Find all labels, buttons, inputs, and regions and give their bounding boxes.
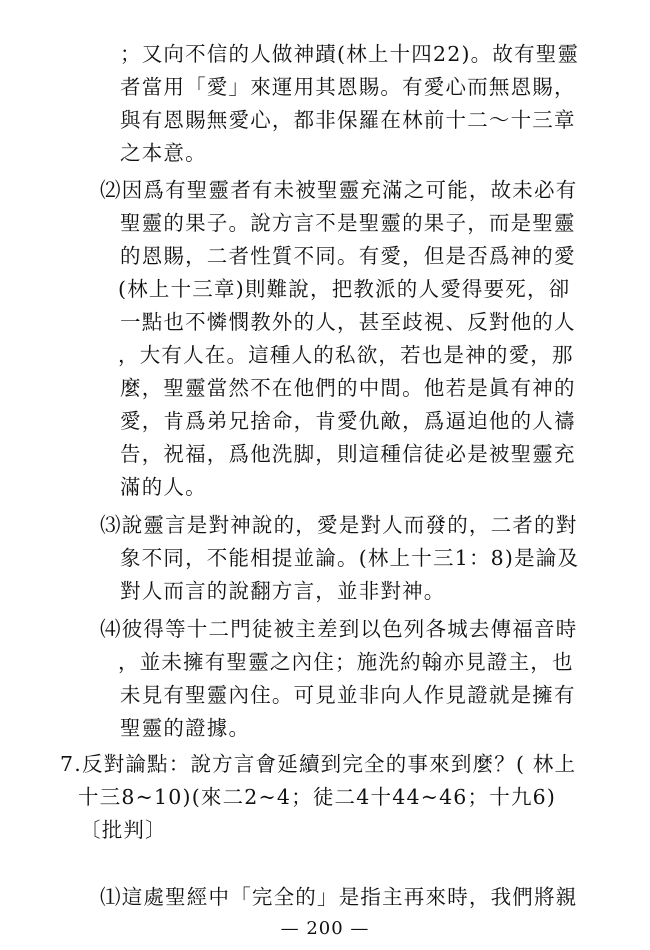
text-line: 十三8~10)(來二2~4；徒二4十44~46；十九6) xyxy=(78,785,557,809)
text-line: 聖靈的證據。 xyxy=(120,716,251,740)
text-line: 之本意。 xyxy=(120,141,207,165)
text-line: ；又向不信的人做神蹟(林上十四22)。故有聖靈 xyxy=(120,42,580,66)
text-line: 麼，聖靈當然不在他們的中間。他若是眞有神的 xyxy=(120,376,576,400)
list-item-3: ⑶說靈言是對神說的，愛是對人而發的，二者的對 xyxy=(100,513,578,537)
text-line: 對人而言的說翻方言，並非對神。 xyxy=(120,579,446,603)
list-item-4: ⑷彼得等十二門徒被主差到以色列各城去傳福音時 xyxy=(100,617,578,641)
text-line: 者當用「愛」來運用其恩賜。有愛心而無恩賜， xyxy=(120,75,576,99)
text-line: 未見有聖靈內住。可見並非向人作見證就是擁有 xyxy=(120,683,576,707)
text-line: 的恩賜，二者性質不同。有愛，但是否爲神的愛 xyxy=(120,244,576,268)
section-heading-7: 7.反對論點：說方言會延續到完全的事來到麼？( 林上 xyxy=(60,752,577,776)
text-line: 滿的人。 xyxy=(120,475,207,499)
list-item-2: ⑵因爲有聖靈者有未被聖靈充滿之可能，故未必有 xyxy=(100,178,578,202)
text-line: 愛，肯爲弟兄捨命，肯愛仇敵，爲逼迫他的人禱 xyxy=(120,409,576,433)
text-line: 象不同，不能相提並論。(林上十三1：8)是論及 xyxy=(120,546,580,570)
text-line: 告，祝福，爲他洗脚，則這種信徒必是被聖靈充 xyxy=(120,442,576,466)
critique-heading: 〔批判〕 xyxy=(80,818,167,842)
list-item-1: ⑴這處聖經中「完全的」是指主再來時，我們將親 xyxy=(100,885,578,909)
text-line: 一點也不憐憫教外的人，甚至歧視、反對他的人 xyxy=(120,310,576,334)
text-line: 與有恩賜無愛心，都非保羅在林前十二～十三章 xyxy=(120,108,576,132)
text-line: 聖靈的果子。說方言不是聖靈的果子，而是聖靈 xyxy=(120,211,576,235)
text-line: ，大有人在。這種人的私欲，若也是神的愛，那 xyxy=(118,343,574,367)
page-number: — 200 — xyxy=(280,918,370,939)
text-line: ，並未擁有聖靈之內住；施洗約翰亦見證主，也 xyxy=(118,650,574,674)
text-line: (林上十三章)則難說，把教派的人愛得要死，卻 xyxy=(118,277,571,301)
